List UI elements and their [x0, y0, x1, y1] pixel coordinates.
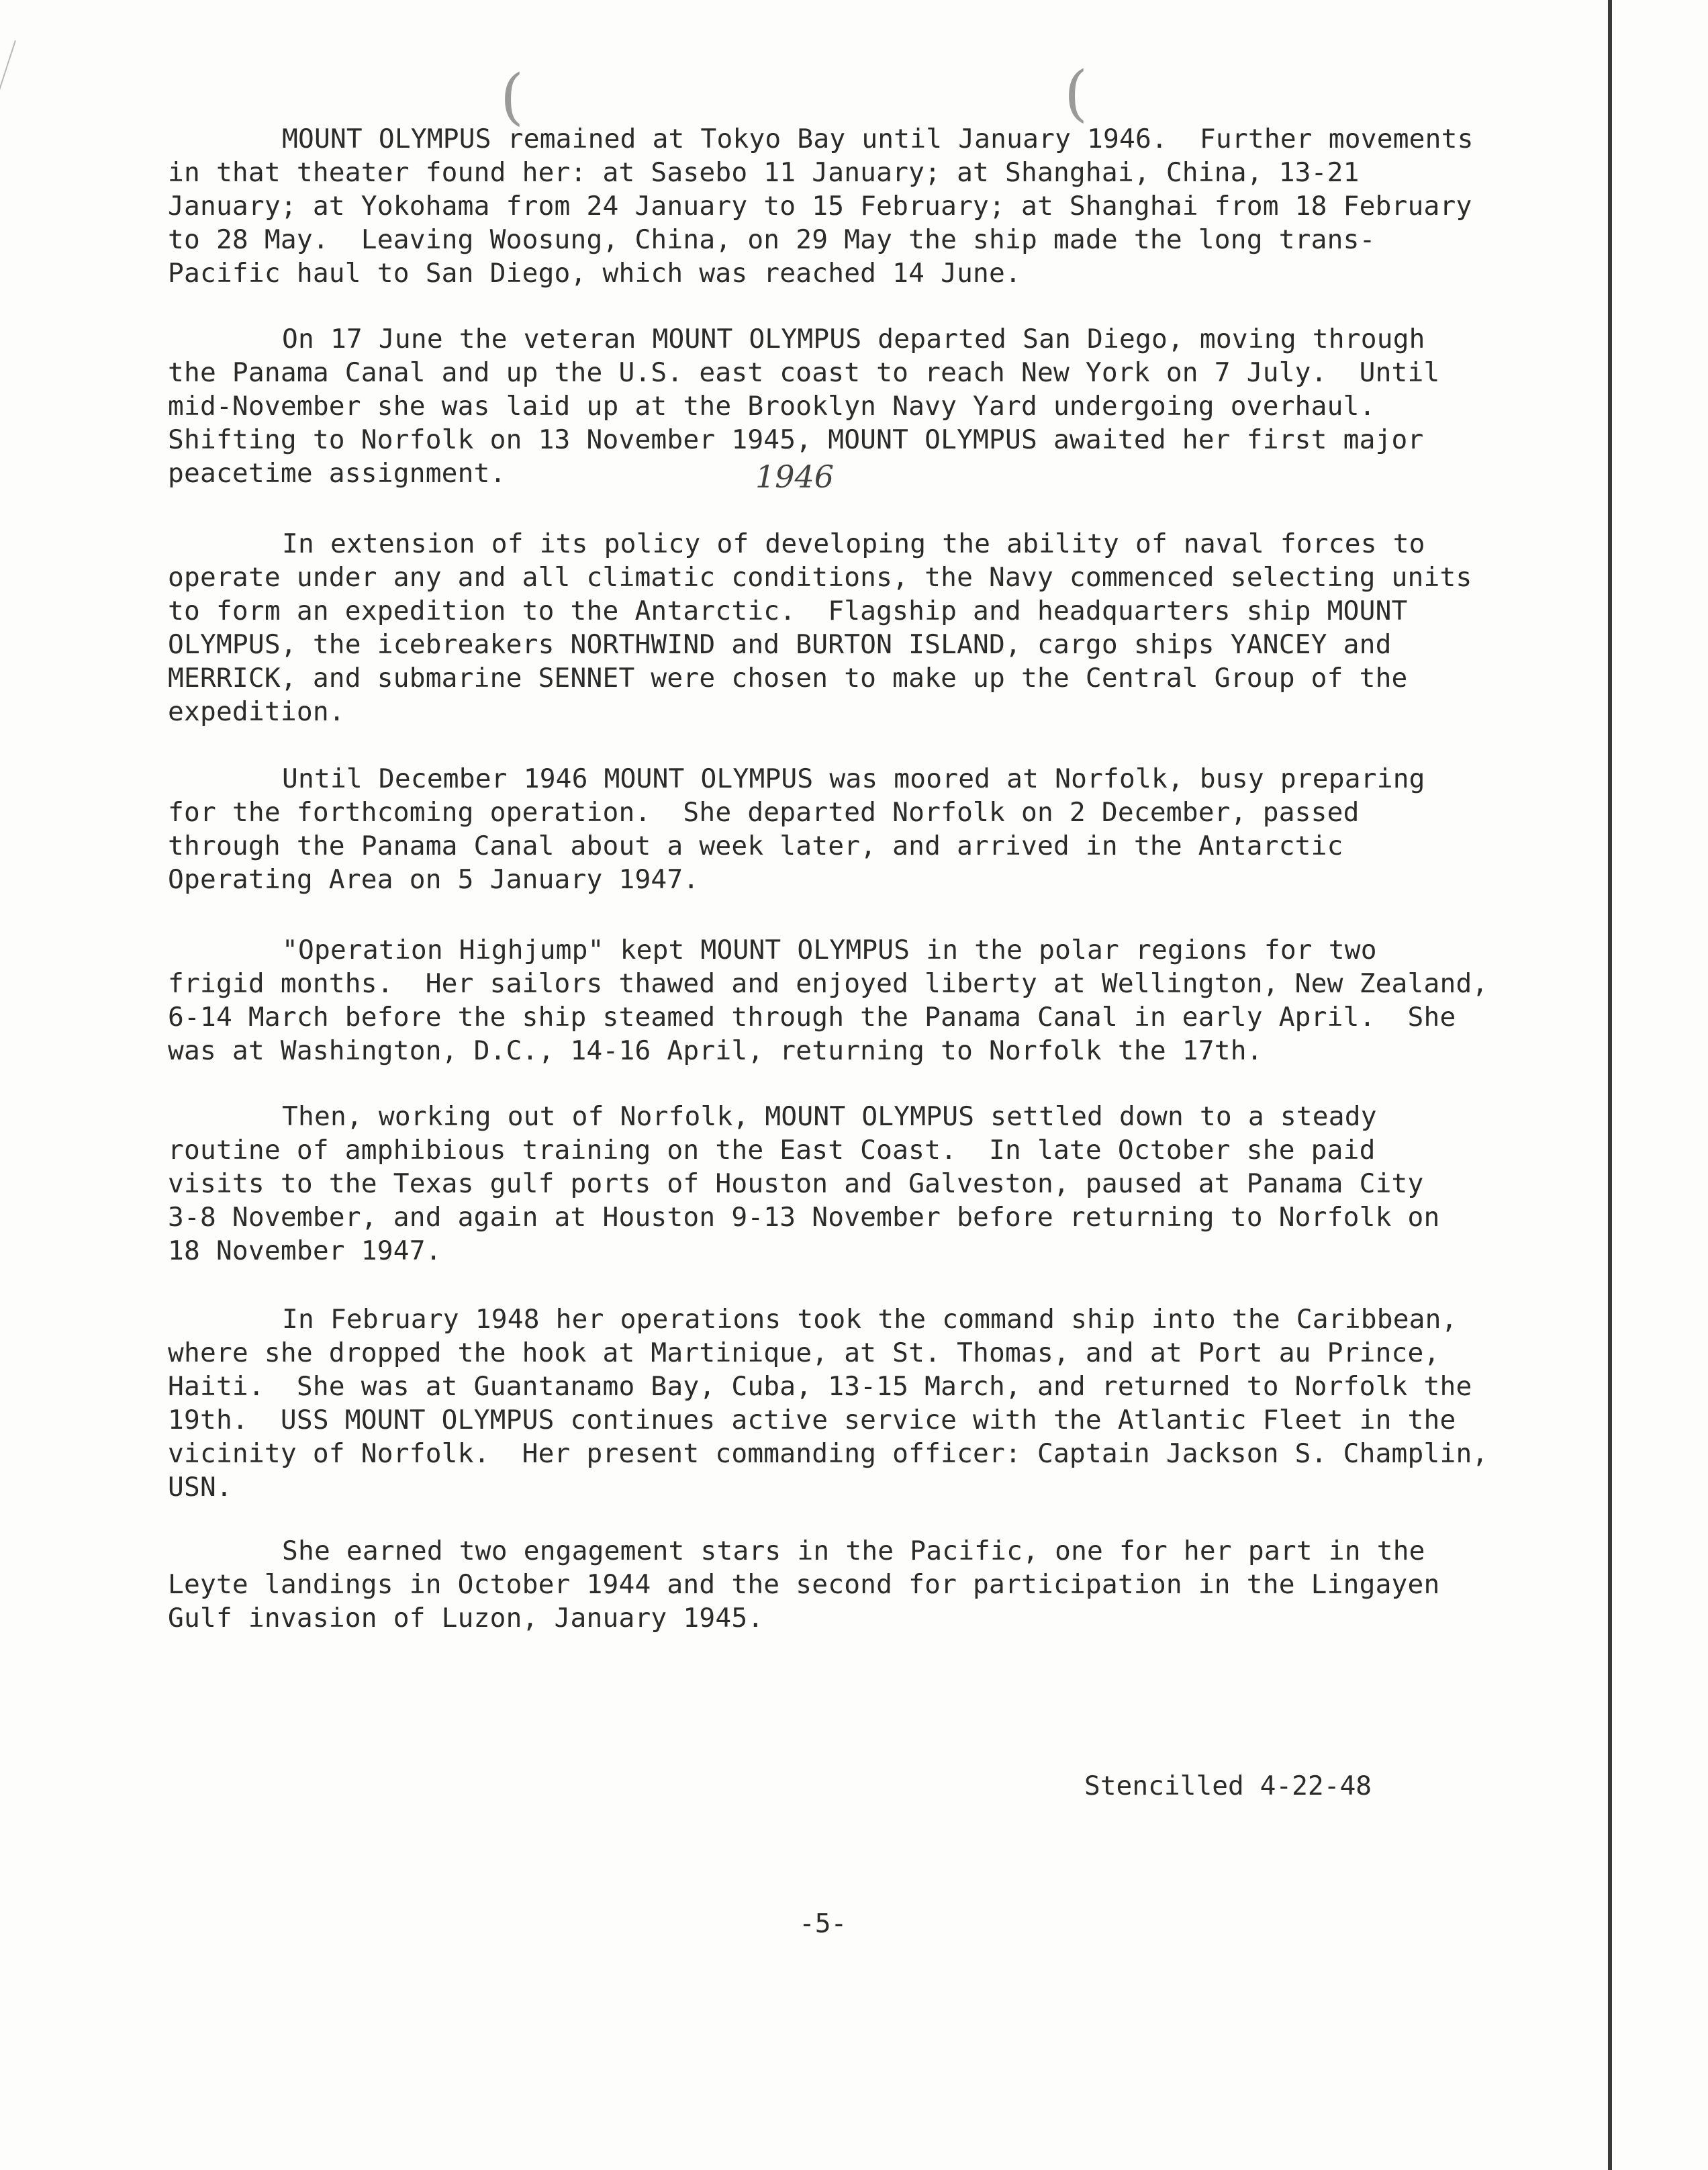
binder-hole-mark: (	[500, 62, 524, 132]
text-line: where she dropped the hook at Martinique, at St. Thomas, and at Port au Prince,	[168, 1337, 1440, 1368]
text-line: the Panama Canal and up the U.S. east coast to reach New York on 7 July. Until	[168, 357, 1440, 388]
text-line: in that theater found her: at Sasebo 11 January; at Shanghai, China, 13-21	[168, 157, 1360, 188]
text-line: to 28 May. Leaving Woosung, China, on 29 May the ship made the long trans-	[168, 224, 1376, 255]
handwritten-correction: 1946	[755, 459, 835, 495]
text-line: Gulf invasion of Luzon, January 1945.	[168, 1603, 764, 1634]
paragraph-5	[168, 933, 1564, 1068]
text-line: visits to the Texas gulf ports of Houston and Galveston, paused at Panama City	[168, 1168, 1424, 1199]
text-line: peacetime assignment.	[168, 458, 506, 489]
text-line: MERRICK, and submarine SENNET were chosen to make up the Central Group of the	[168, 663, 1408, 694]
paragraph-4	[168, 762, 1564, 896]
text-line: mid-November she was laid up at the Brooklyn Navy Yard undergoing overhaul.	[168, 391, 1376, 422]
text-line: 6-14 March before the ship steamed through the Panama Canal in early April. She	[168, 1002, 1456, 1033]
binder-hole-mark: (	[1064, 58, 1088, 129]
text-line: "Operation Highjump" kept MOUNT OLYMPUS in the polar regions for two	[282, 935, 1377, 965]
stencil-date-note: Stencilled 4-22-48	[1084, 1771, 1372, 1801]
text-line: to form an expedition to the Antarctic. Flagship and headquarters ship MOUNT	[168, 596, 1408, 626]
text-line: Haiti. She was at Guantanamo Bay, Cuba, 13-15 March, and returned to Norfolk the	[168, 1371, 1472, 1402]
text-line: routine of amphibious training on the East Coast. In late October she paid	[168, 1135, 1376, 1166]
text-line: In extension of its policy of developing the ability of naval forces to	[282, 528, 1425, 559]
text-line: Then, working out of Norfolk, MOUNT OLYMPUS settled down to a steady	[282, 1101, 1377, 1132]
text-line: was at Washington, D.C., 14-16 April, returning to Norfolk the 17th.	[168, 1035, 1263, 1066]
text-line: USN.	[168, 1472, 232, 1503]
text-line: Until December 1946 MOUNT OLYMPUS was moored at Norfolk, busy preparing	[282, 763, 1425, 794]
text-line: Operating Area on 5 January 1947.	[168, 864, 700, 895]
text-line: Leyte landings in October 1944 and the second for participation in the Lingayen	[168, 1569, 1440, 1600]
text-line: In February 1948 her operations took the command ship into the Caribbean,	[282, 1304, 1458, 1335]
text-line: expedition.	[168, 696, 345, 727]
scan-edge-mark	[0, 40, 16, 169]
paragraph-6	[168, 1100, 1564, 1268]
paragraph-7	[168, 1303, 1564, 1504]
paragraph-1	[168, 122, 1564, 290]
text-line: MOUNT OLYMPUS remained at Tokyo Bay until January 1946. Further movements	[282, 124, 1474, 154]
text-line: 18 November 1947.	[168, 1235, 442, 1266]
text-line: On 17 June the veteran MOUNT OLYMPUS departed San Diego, moving through	[282, 324, 1425, 355]
paragraph-3	[168, 527, 1564, 728]
text-line: January; at Yokohama from 24 January to 15 February; at Shanghai from 18 February	[168, 191, 1472, 222]
paragraph-8	[168, 1534, 1564, 1635]
page-number: -5-	[799, 1908, 847, 1939]
text-line: frigid months. Her sailors thawed and enjoyed liberty at Wellington, New Zealand,	[168, 968, 1488, 999]
text-line: Shifting to Norfolk on 13 November 1945, MOUNT OLYMPUS awaited her first major	[168, 424, 1424, 455]
text-line: for the forthcoming operation. She departed Norfolk on 2 December, passed	[168, 797, 1360, 828]
paragraph-2	[168, 322, 1564, 490]
text-line: 19th. USS MOUNT OLYMPUS continues active service with the Atlantic Fleet in the	[168, 1405, 1456, 1435]
text-line: operate under any and all climatic conditions, the Navy commenced selecting units	[168, 562, 1472, 593]
text-line: Pacific haul to San Diego, which was reached 14 June.	[168, 258, 1021, 289]
text-line: through the Panama Canal about a week later, and arrived in the Antarctic	[168, 831, 1343, 861]
text-line: OLYMPUS, the icebreakers NORTHWIND and BURTON ISLAND, cargo ships YANCEY and	[168, 629, 1392, 660]
text-line: She earned two engagement stars in the Pacific, one for her part in the	[282, 1536, 1425, 1566]
scan-right-edge	[1608, 0, 1612, 2170]
text-line: 3-8 November, and again at Houston 9-13 November before returning to Norfolk on	[168, 1202, 1440, 1233]
text-line: vicinity of Norfolk. Her present commanding officer: Captain Jackson S. Champlin,	[168, 1438, 1488, 1469]
